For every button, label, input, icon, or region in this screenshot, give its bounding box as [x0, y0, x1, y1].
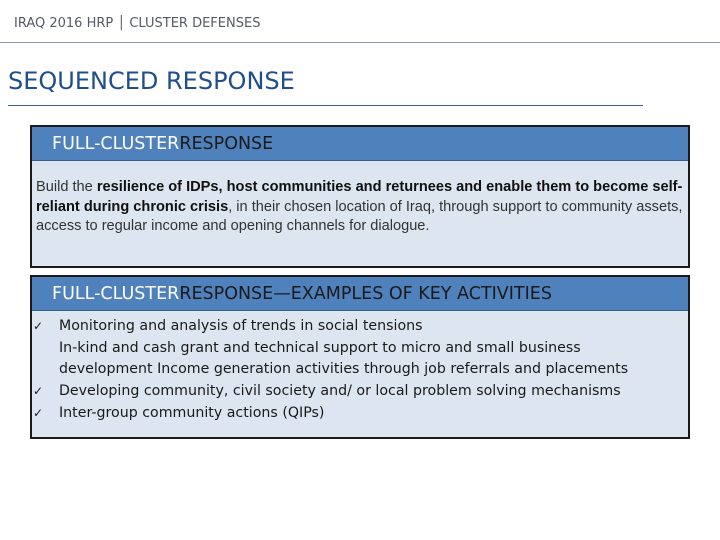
checkmark-icon: ✓: [33, 384, 44, 399]
section-title: SEQUENCED RESPONSE: [8, 67, 295, 95]
full-cluster-response-text: [32, 161, 688, 237]
body-bold: resilience of IDPs, host communities and returnees and enable them to become self-reliant during chronic crisis: [36, 179, 683, 215]
header-breadcrumb: IRAQ 2016 HRP │ CLUSTER DEFENSES: [14, 16, 261, 31]
activity-item: [32, 316, 688, 338]
activity-item: [32, 359, 688, 381]
body-lead: Build the: [36, 179, 97, 195]
activity-text: Developing community, civil society and/ or local problem solving mechanisms: [59, 383, 621, 400]
title-divider: [8, 105, 643, 106]
key-activities-box: [30, 275, 690, 439]
full-cluster-response-heading: [32, 127, 688, 161]
heading-rest: RESPONSE—EXAMPLES OF KEY ACTIVITIES: [179, 283, 552, 304]
activity-item: [32, 403, 688, 425]
checkmark-icon: ✓: [33, 405, 44, 420]
key-activities-list: [32, 311, 688, 425]
body-tail: , in their chosen location of Iraq, through support to community assets, access to regular income and opening channels for dialogue.: [36, 198, 683, 234]
activity-text: In-kind and cash grant and technical support to micro and small business: [59, 339, 581, 356]
checkmark-icon: ✓: [33, 319, 44, 333]
activity-text: Monitoring and analysis of trends in social tensions: [59, 318, 423, 334]
activity-item: [32, 381, 688, 403]
activity-item: [32, 338, 688, 360]
header-divider: [0, 42, 720, 43]
activity-text: development Income generation activities through job referrals and placements: [59, 361, 629, 378]
key-activities-heading: [32, 277, 688, 311]
heading-highlight: FULL-CLUSTER: [52, 283, 180, 304]
activity-text: Inter-group community actions (QIPs): [59, 404, 325, 421]
full-cluster-response-box: [30, 125, 690, 268]
heading-rest: RESPONSE: [179, 133, 274, 154]
heading-highlight: FULL-CLUSTER: [52, 133, 180, 154]
